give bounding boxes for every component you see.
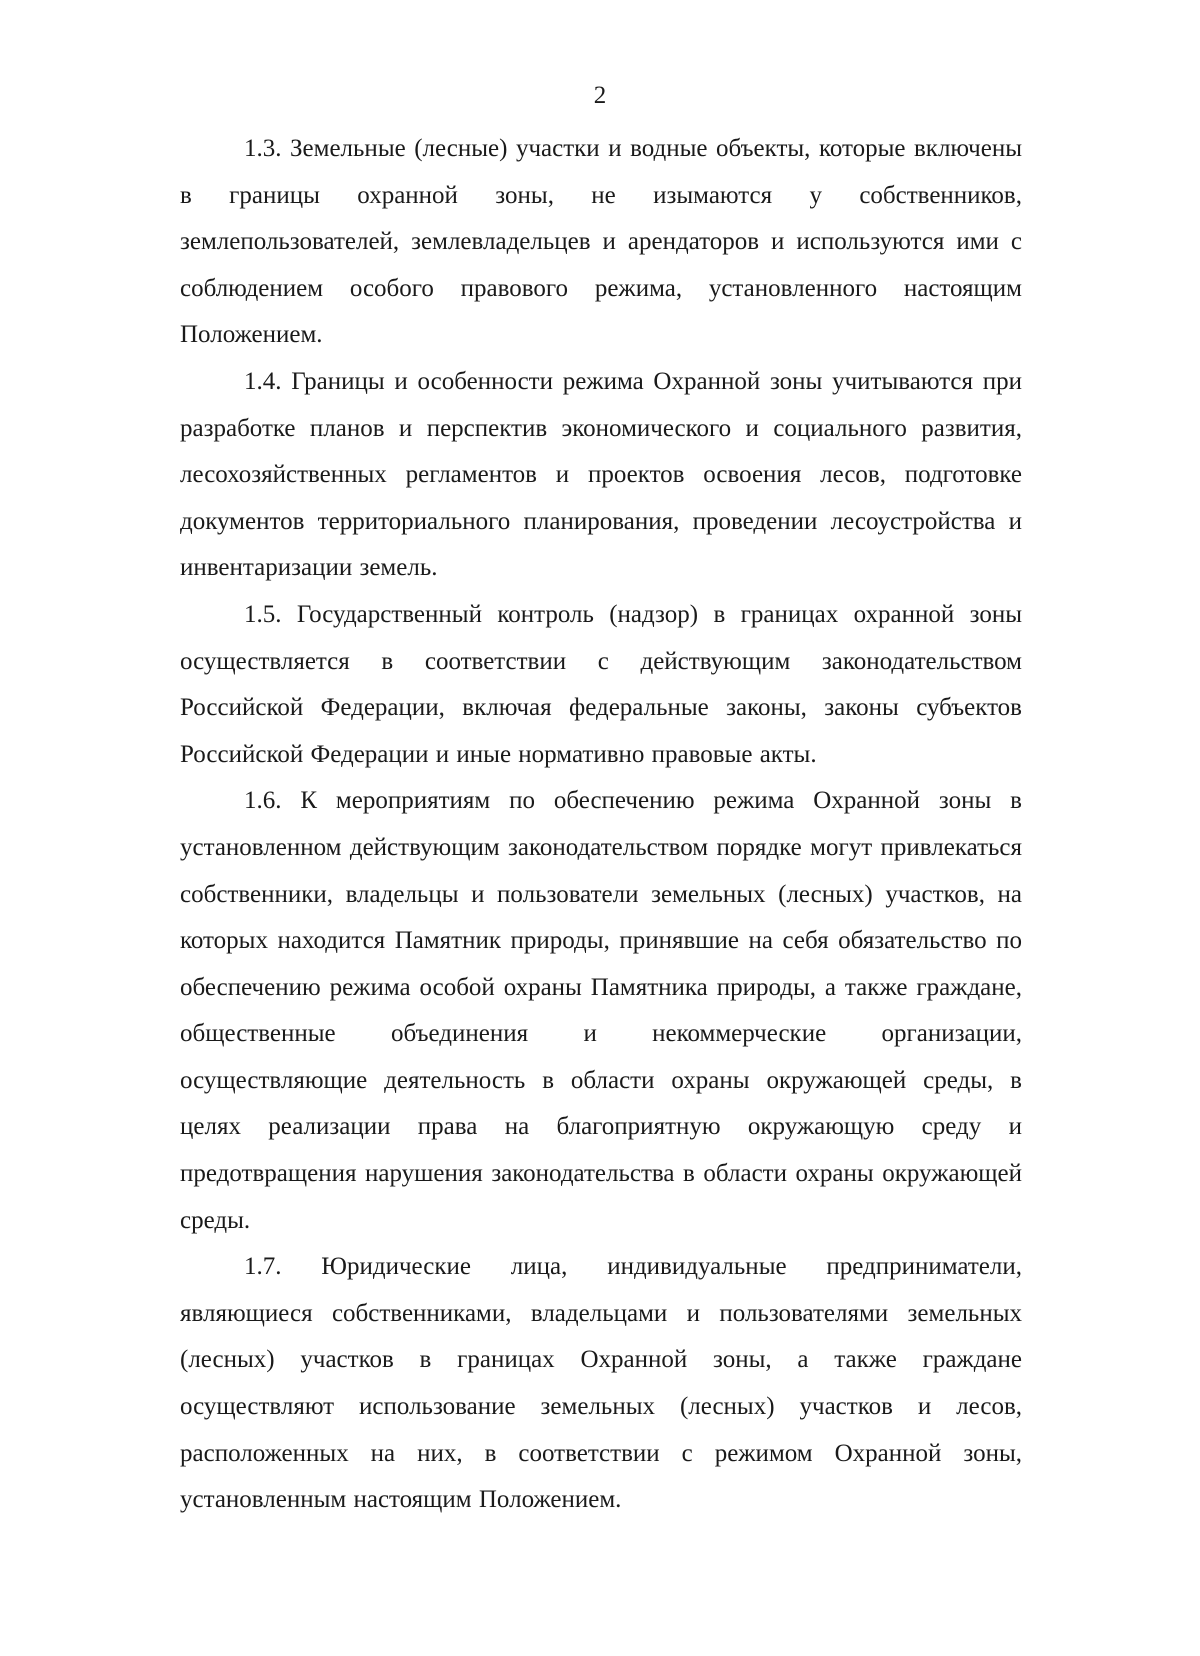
paragraph-1-7: 1.7. Юридические лица, индивидуальные предприниматели, являющиеся собственниками, владельцами и пользователями земельных (лесных) участков в границах Охранной зоны, а также граждане осуществляют использование земельных (лесных) участков и лесов, расположенных на них, в соответствии с режимом Охранной зоны, установленным настоящим Положением. [180, 1253, 1022, 1514]
paragraph-1-3: 1.3. Земельные (лесные) участки и водные объекты, которые включены в границы охранной зоны, не изымаются у собственников, землепользователей, землевладельцев и арендаторов и используются ими с соблюдением особого правового режима, установленного настоящим Положением. [180, 135, 1022, 349]
paragraph-1-6: 1.6. К мероприятиям по обеспечению режима Охранной зоны в установленном действующим законодательством порядке могут привлекаться собственники, владельцы и пользователи земельных (лесных) участков, на которых находится Памятник природы, принявшие на себя обязательство по обеспечению режима особой охраны Памятника природы, а также граждане, общественные объединения и некоммерческие организации, осуществляющие деятельность в области охраны окружающей среды, в целях реализации права на благоприятную окружающую среду и предотвращения нарушения законодательства в области охраны окружающей среды. [180, 787, 1022, 1234]
paragraph-1-4: 1.4. Границы и особенности режима Охранной зоны учитываются при разработке планов и перспектив экономического и социального развития, лесохозяйственных регламентов и проектов освоения лесов, подготовке документов территориального планирования, проведении лесоустройства и инвентаризации земель. [180, 367, 1022, 582]
document-body [180, 126, 1022, 1524]
paragraph-1-5: 1.5. Государственный контроль (надзор) в границах охранной зоны осуществляется в соответствии с действующим законодательством Российской Федерации, включая федеральные законы, законы субъектов Российской Федерации и иные нормативно правовые акты. [180, 600, 1022, 768]
page-number: 2 [593, 82, 607, 109]
